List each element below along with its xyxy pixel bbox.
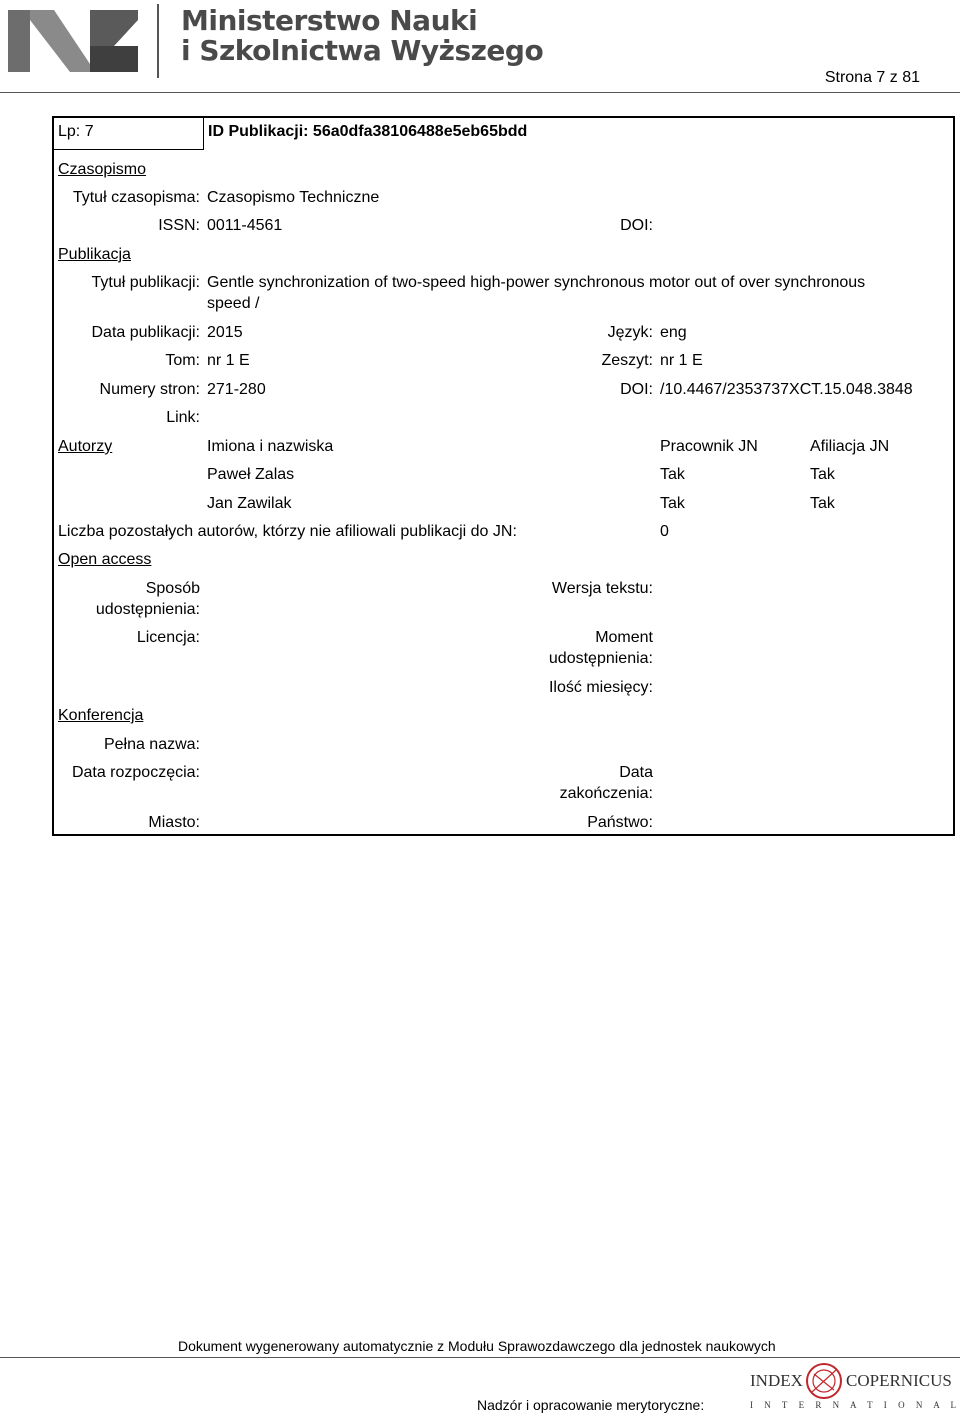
authors-col-employee: Pracownik JN bbox=[660, 438, 758, 455]
journal-title-value: Czasopismo Techniczne bbox=[207, 189, 380, 206]
section-conference: Konferencja bbox=[58, 707, 144, 724]
access-moment-label-line1: Moment bbox=[595, 629, 653, 646]
author-name: Jan Zawilak bbox=[207, 495, 292, 512]
author-employee: Tak bbox=[660, 466, 685, 483]
language-value: eng bbox=[660, 324, 687, 341]
footer-rule bbox=[0, 1357, 960, 1358]
section-journal: Czasopismo bbox=[58, 161, 147, 178]
footer-generated-note: Dokument wygenerowany automatycznie z Modułu Sprawozdawczego dla jednostek naukowych bbox=[178, 1338, 776, 1354]
issue-value: nr 1 E bbox=[660, 352, 703, 369]
conference-start-label: Data rozpoczęcia: bbox=[71, 764, 200, 781]
conference-city-label: Miasto: bbox=[148, 814, 200, 831]
publication-title-line1: Gentle synchronization of two-speed high-power synchronous motor out of over synchronous bbox=[207, 274, 866, 291]
volume-label: Tom: bbox=[165, 352, 200, 369]
issue-label: Zeszyt: bbox=[601, 352, 653, 369]
section-open-access: Open access bbox=[58, 551, 152, 568]
publication-id: ID Publikacji: 56a0dfa38106488e5eb65bdd bbox=[208, 123, 528, 140]
publication-date-label: Data publikacji: bbox=[91, 324, 200, 341]
ic-logo-right-text: COPERNICUS bbox=[846, 1371, 952, 1390]
conference-end-label-line2: zakończenia: bbox=[559, 785, 653, 802]
license-label: Licencja: bbox=[136, 629, 200, 646]
publication-doi-label: DOI: bbox=[620, 381, 653, 398]
access-moment-label-line2: udostępnienia: bbox=[548, 650, 653, 667]
language-label: Język: bbox=[607, 324, 653, 341]
pages-value: 271-280 bbox=[207, 381, 266, 398]
link-label: Link: bbox=[166, 409, 200, 426]
header-divider bbox=[157, 4, 159, 78]
footer-supervision-label: Nadzór i opracowanie merytoryczne: bbox=[477, 1397, 705, 1413]
logo-left-bar bbox=[8, 10, 30, 72]
publication-title-label: Tytuł publikacji: bbox=[91, 274, 200, 291]
ministry-name-line2: i Szkolnictwa Wyższego bbox=[181, 34, 544, 67]
other-authors-value: 0 bbox=[660, 523, 669, 540]
access-method-label-line1: Sposób bbox=[145, 580, 200, 597]
issn-label: ISSN: bbox=[158, 217, 200, 234]
ministry-name-line1: Ministerstwo Nauki bbox=[181, 4, 478, 37]
author-affiliation: Tak bbox=[810, 466, 835, 483]
author-affiliation: Tak bbox=[810, 495, 835, 512]
access-method-label-line2: udostępnienia: bbox=[95, 601, 200, 618]
ministry-name bbox=[181, 6, 543, 66]
conference-country-label: Państwo: bbox=[587, 814, 653, 831]
other-authors-label: Liczba pozostałych autorów, którzy nie afiliowali publikacji do JN: bbox=[58, 523, 517, 540]
pages-label: Numery stron: bbox=[99, 381, 200, 398]
header-rule bbox=[0, 92, 960, 93]
journal-title-label: Tytuł czasopisma: bbox=[72, 189, 200, 206]
text-version-label: Wersja tekstu: bbox=[551, 580, 653, 597]
months-count-label: Ilość miesięcy: bbox=[548, 679, 653, 696]
logo-bottom-shape bbox=[90, 46, 138, 72]
author-employee: Tak bbox=[660, 495, 685, 512]
journal-doi-label: DOI: bbox=[620, 217, 653, 234]
ministry-logo bbox=[8, 6, 138, 74]
volume-value: nr 1 E bbox=[207, 352, 250, 369]
publication-doi-value: /10.4467/2353737XCT.15.048.3848 bbox=[660, 381, 913, 398]
index-copernicus-logo bbox=[748, 1360, 960, 1412]
section-publication: Publikacja bbox=[58, 246, 131, 263]
ic-logo-left-text: INDEX bbox=[750, 1371, 803, 1390]
section-authors: Autorzy bbox=[58, 438, 113, 455]
page-counter: Strona 7 z 81 bbox=[824, 69, 920, 86]
authors-col-names: Imiona i nazwiska bbox=[207, 438, 334, 455]
conference-end-label-line1: Data bbox=[619, 764, 653, 781]
publication-date-value: 2015 bbox=[207, 324, 243, 341]
logo-diagonal bbox=[30, 10, 90, 72]
author-name: Paweł Zalas bbox=[207, 466, 295, 483]
ic-logo-subtitle: I N T E R N A T I O N A L bbox=[750, 1400, 956, 1410]
conference-name-label: Pełna nazwa: bbox=[103, 736, 200, 753]
publication-title-line2: speed / bbox=[207, 295, 260, 312]
issn-value: 0011-4561 bbox=[207, 217, 283, 234]
record-number: Lp: 7 bbox=[58, 123, 94, 140]
authors-col-affiliation: Afiliacja JN bbox=[810, 438, 890, 455]
